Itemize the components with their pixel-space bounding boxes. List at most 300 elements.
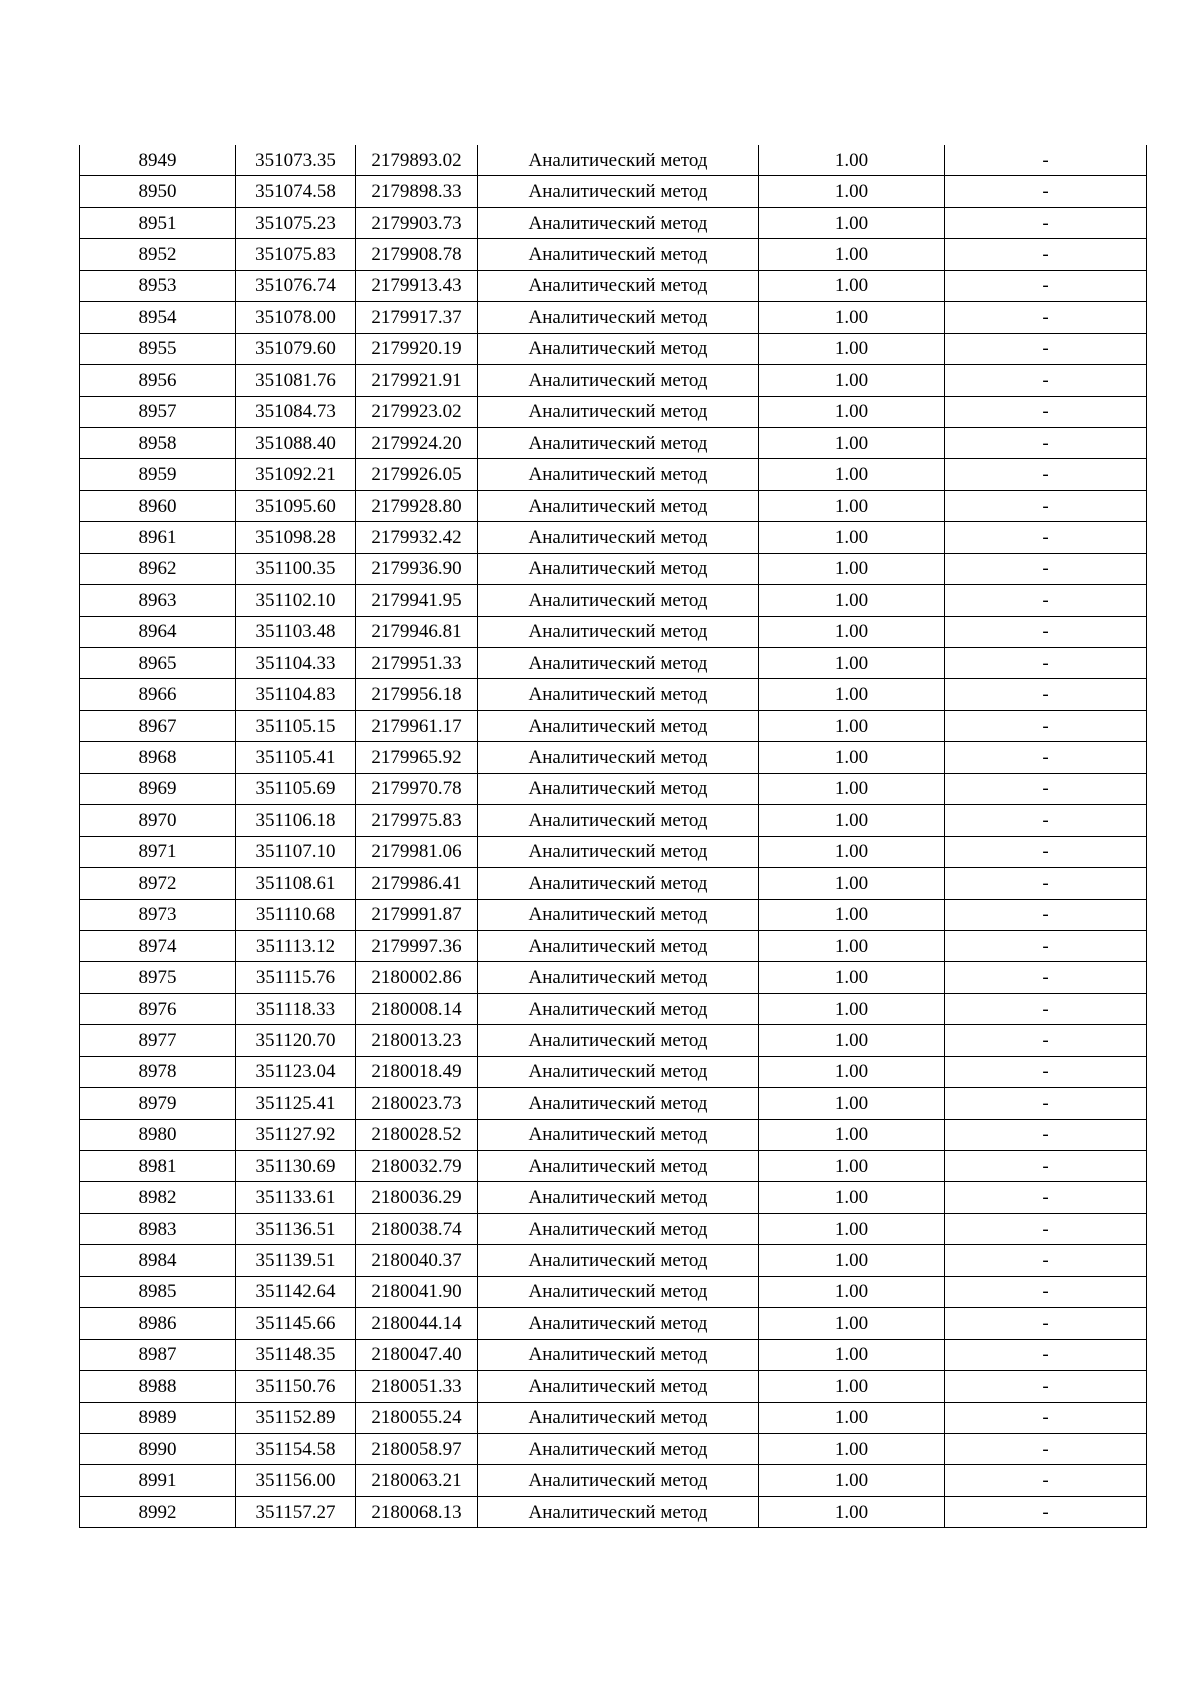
table-row: [80, 553, 1147, 584]
y-coordinate-cell: 2179946.81: [356, 616, 478, 647]
table-row: [80, 1151, 1147, 1182]
description-cell: -: [945, 1276, 1147, 1307]
description-cell: -: [945, 1308, 1147, 1339]
method-cell: Аналитический метод: [478, 522, 759, 553]
point-number-cell: 8965: [80, 648, 236, 679]
x-coordinate-cell: 351084.73: [236, 396, 356, 427]
table-row: [80, 648, 1147, 679]
coordinates-table-body: [80, 145, 1147, 1528]
x-coordinate-cell: 351145.66: [236, 1308, 356, 1339]
method-cell: Аналитический метод: [478, 176, 759, 207]
x-coordinate-cell: 351130.69: [236, 1151, 356, 1182]
y-coordinate-cell: 2179926.05: [356, 459, 478, 490]
y-coordinate-cell: 2179941.95: [356, 585, 478, 616]
y-coordinate-cell: 2179898.33: [356, 176, 478, 207]
method-cell: Аналитический метод: [478, 1276, 759, 1307]
y-coordinate-cell: 2180051.33: [356, 1371, 478, 1402]
point-number-cell: 8987: [80, 1339, 236, 1370]
y-coordinate-cell: 2180028.52: [356, 1119, 478, 1150]
table-row: [80, 993, 1147, 1024]
description-cell: -: [945, 522, 1147, 553]
description-cell: -: [945, 333, 1147, 364]
description-cell: -: [945, 1496, 1147, 1527]
accuracy-cell: 1.00: [759, 302, 945, 333]
point-number-cell: 8986: [80, 1308, 236, 1339]
y-coordinate-cell: 2180023.73: [356, 1088, 478, 1119]
table-row: [80, 1308, 1147, 1339]
point-number-cell: 8958: [80, 427, 236, 458]
accuracy-cell: 1.00: [759, 1245, 945, 1276]
x-coordinate-cell: 351136.51: [236, 1213, 356, 1244]
method-cell: Аналитический метод: [478, 302, 759, 333]
method-cell: Аналитический метод: [478, 459, 759, 490]
table-row: [80, 1245, 1147, 1276]
y-coordinate-cell: 2180058.97: [356, 1433, 478, 1464]
x-coordinate-cell: 351157.27: [236, 1496, 356, 1527]
x-coordinate-cell: 351152.89: [236, 1402, 356, 1433]
table-row: [80, 396, 1147, 427]
table-row: [80, 365, 1147, 396]
description-cell: -: [945, 365, 1147, 396]
x-coordinate-cell: 351142.64: [236, 1276, 356, 1307]
accuracy-cell: 1.00: [759, 396, 945, 427]
method-cell: Аналитический метод: [478, 239, 759, 270]
y-coordinate-cell: 2180013.23: [356, 1025, 478, 1056]
y-coordinate-cell: 2180032.79: [356, 1151, 478, 1182]
description-cell: -: [945, 239, 1147, 270]
description-cell: -: [945, 1245, 1147, 1276]
table-row: [80, 1119, 1147, 1150]
method-cell: Аналитический метод: [478, 742, 759, 773]
method-cell: Аналитический метод: [478, 207, 759, 238]
x-coordinate-cell: 351113.12: [236, 930, 356, 961]
description-cell: -: [945, 490, 1147, 521]
method-cell: Аналитический метод: [478, 1371, 759, 1402]
point-number-cell: 8975: [80, 962, 236, 993]
point-number-cell: 8974: [80, 930, 236, 961]
table-row: [80, 930, 1147, 961]
table-row: [80, 836, 1147, 867]
description-cell: -: [945, 1025, 1147, 1056]
accuracy-cell: 1.00: [759, 1433, 945, 1464]
description-cell: -: [945, 553, 1147, 584]
method-cell: Аналитический метод: [478, 899, 759, 930]
x-coordinate-cell: 351106.18: [236, 805, 356, 836]
table-row: [80, 679, 1147, 710]
accuracy-cell: 1.00: [759, 773, 945, 804]
method-cell: Аналитический метод: [478, 365, 759, 396]
point-number-cell: 8950: [80, 176, 236, 207]
x-coordinate-cell: 351098.28: [236, 522, 356, 553]
y-coordinate-cell: 2179917.37: [356, 302, 478, 333]
y-coordinate-cell: 2180047.40: [356, 1339, 478, 1370]
accuracy-cell: 1.00: [759, 868, 945, 899]
method-cell: Аналитический метод: [478, 1182, 759, 1213]
table-row: [80, 585, 1147, 616]
table-row: [80, 270, 1147, 301]
y-coordinate-cell: 2179928.80: [356, 490, 478, 521]
accuracy-cell: 1.00: [759, 365, 945, 396]
y-coordinate-cell: 2179921.91: [356, 365, 478, 396]
point-number-cell: 8971: [80, 836, 236, 867]
method-cell: Аналитический метод: [478, 773, 759, 804]
accuracy-cell: 1.00: [759, 679, 945, 710]
y-coordinate-cell: 2180002.86: [356, 962, 478, 993]
point-number-cell: 8952: [80, 239, 236, 270]
accuracy-cell: 1.00: [759, 207, 945, 238]
y-coordinate-cell: 2180041.90: [356, 1276, 478, 1307]
x-coordinate-cell: 351088.40: [236, 427, 356, 458]
description-cell: -: [945, 1213, 1147, 1244]
table-row: [80, 899, 1147, 930]
x-coordinate-cell: 351105.41: [236, 742, 356, 773]
method-cell: Аналитический метод: [478, 1433, 759, 1464]
accuracy-cell: 1.00: [759, 1119, 945, 1150]
table-row: [80, 1213, 1147, 1244]
description-cell: -: [945, 993, 1147, 1024]
point-number-cell: 8949: [80, 145, 236, 176]
x-coordinate-cell: 351078.00: [236, 302, 356, 333]
description-cell: -: [945, 868, 1147, 899]
x-coordinate-cell: 351118.33: [236, 993, 356, 1024]
table-row: [80, 1025, 1147, 1056]
accuracy-cell: 1.00: [759, 616, 945, 647]
method-cell: Аналитический метод: [478, 993, 759, 1024]
y-coordinate-cell: 2179924.20: [356, 427, 478, 458]
x-coordinate-cell: 351075.83: [236, 239, 356, 270]
table-row: [80, 459, 1147, 490]
accuracy-cell: 1.00: [759, 459, 945, 490]
method-cell: Аналитический метод: [478, 805, 759, 836]
y-coordinate-cell: 2179903.73: [356, 207, 478, 238]
method-cell: Аналитический метод: [478, 396, 759, 427]
accuracy-cell: 1.00: [759, 522, 945, 553]
y-coordinate-cell: 2179951.33: [356, 648, 478, 679]
table-row: [80, 1465, 1147, 1496]
y-coordinate-cell: 2179961.17: [356, 710, 478, 741]
y-coordinate-cell: 2179975.83: [356, 805, 478, 836]
table-row: [80, 333, 1147, 364]
table-row: [80, 1056, 1147, 1087]
y-coordinate-cell: 2180063.21: [356, 1465, 478, 1496]
accuracy-cell: 1.00: [759, 585, 945, 616]
x-coordinate-cell: 351104.33: [236, 648, 356, 679]
method-cell: Аналитический метод: [478, 427, 759, 458]
accuracy-cell: 1.00: [759, 742, 945, 773]
method-cell: Аналитический метод: [478, 1151, 759, 1182]
description-cell: -: [945, 176, 1147, 207]
description-cell: -: [945, 1465, 1147, 1496]
accuracy-cell: 1.00: [759, 1276, 945, 1307]
description-cell: -: [945, 710, 1147, 741]
method-cell: Аналитический метод: [478, 490, 759, 521]
x-coordinate-cell: 351115.76: [236, 962, 356, 993]
accuracy-cell: 1.00: [759, 553, 945, 584]
description-cell: -: [945, 427, 1147, 458]
description-cell: -: [945, 302, 1147, 333]
x-coordinate-cell: 351076.74: [236, 270, 356, 301]
description-cell: -: [945, 396, 1147, 427]
x-coordinate-cell: 351073.35: [236, 145, 356, 176]
point-number-cell: 8961: [80, 522, 236, 553]
point-number-cell: 8964: [80, 616, 236, 647]
method-cell: Аналитический метод: [478, 553, 759, 584]
point-number-cell: 8989: [80, 1402, 236, 1433]
accuracy-cell: 1.00: [759, 993, 945, 1024]
accuracy-cell: 1.00: [759, 710, 945, 741]
point-number-cell: 8969: [80, 773, 236, 804]
point-number-cell: 8970: [80, 805, 236, 836]
accuracy-cell: 1.00: [759, 1308, 945, 1339]
y-coordinate-cell: 2180038.74: [356, 1213, 478, 1244]
point-number-cell: 8976: [80, 993, 236, 1024]
accuracy-cell: 1.00: [759, 1465, 945, 1496]
point-number-cell: 8959: [80, 459, 236, 490]
method-cell: Аналитический метод: [478, 868, 759, 899]
point-number-cell: 8988: [80, 1371, 236, 1402]
coordinates-table: [79, 145, 1147, 1528]
y-coordinate-cell: 2179936.90: [356, 553, 478, 584]
x-coordinate-cell: 351150.76: [236, 1371, 356, 1402]
x-coordinate-cell: 351108.61: [236, 868, 356, 899]
x-coordinate-cell: 351125.41: [236, 1088, 356, 1119]
point-number-cell: 8951: [80, 207, 236, 238]
point-number-cell: 8984: [80, 1245, 236, 1276]
description-cell: -: [945, 1151, 1147, 1182]
y-coordinate-cell: 2180068.13: [356, 1496, 478, 1527]
point-number-cell: 8966: [80, 679, 236, 710]
method-cell: Аналитический метод: [478, 1308, 759, 1339]
point-number-cell: 8968: [80, 742, 236, 773]
table-row: [80, 773, 1147, 804]
table-row: [80, 239, 1147, 270]
x-coordinate-cell: 351092.21: [236, 459, 356, 490]
y-coordinate-cell: 2180018.49: [356, 1056, 478, 1087]
description-cell: -: [945, 1339, 1147, 1370]
description-cell: -: [945, 899, 1147, 930]
accuracy-cell: 1.00: [759, 1151, 945, 1182]
x-coordinate-cell: 351081.76: [236, 365, 356, 396]
accuracy-cell: 1.00: [759, 176, 945, 207]
method-cell: Аналитический метод: [478, 930, 759, 961]
table-row: [80, 522, 1147, 553]
method-cell: Аналитический метод: [478, 1088, 759, 1119]
description-cell: -: [945, 1371, 1147, 1402]
table-row: [80, 302, 1147, 333]
y-coordinate-cell: 2179986.41: [356, 868, 478, 899]
method-cell: Аналитический метод: [478, 836, 759, 867]
x-coordinate-cell: 351103.48: [236, 616, 356, 647]
description-cell: -: [945, 585, 1147, 616]
point-number-cell: 8954: [80, 302, 236, 333]
x-coordinate-cell: 351133.61: [236, 1182, 356, 1213]
method-cell: Аналитический метод: [478, 1025, 759, 1056]
method-cell: Аналитический метод: [478, 616, 759, 647]
method-cell: Аналитический метод: [478, 1056, 759, 1087]
accuracy-cell: 1.00: [759, 648, 945, 679]
y-coordinate-cell: 2179913.43: [356, 270, 478, 301]
point-number-cell: 8990: [80, 1433, 236, 1464]
description-cell: -: [945, 1119, 1147, 1150]
description-cell: -: [945, 930, 1147, 961]
method-cell: Аналитический метод: [478, 679, 759, 710]
table-row: [80, 1496, 1147, 1527]
table-row: [80, 962, 1147, 993]
description-cell: -: [945, 773, 1147, 804]
point-number-cell: 8985: [80, 1276, 236, 1307]
description-cell: -: [945, 962, 1147, 993]
table-row: [80, 1339, 1147, 1370]
method-cell: Аналитический метод: [478, 962, 759, 993]
y-coordinate-cell: 2179920.19: [356, 333, 478, 364]
table-row: [80, 1276, 1147, 1307]
point-number-cell: 8960: [80, 490, 236, 521]
table-row: [80, 710, 1147, 741]
table-row: [80, 616, 1147, 647]
y-coordinate-cell: 2179991.87: [356, 899, 478, 930]
point-number-cell: 8992: [80, 1496, 236, 1527]
y-coordinate-cell: 2179908.78: [356, 239, 478, 270]
table-row: [80, 490, 1147, 521]
x-coordinate-cell: 351105.69: [236, 773, 356, 804]
accuracy-cell: 1.00: [759, 1213, 945, 1244]
description-cell: -: [945, 805, 1147, 836]
point-number-cell: 8983: [80, 1213, 236, 1244]
description-cell: -: [945, 1088, 1147, 1119]
accuracy-cell: 1.00: [759, 930, 945, 961]
point-number-cell: 8957: [80, 396, 236, 427]
accuracy-cell: 1.00: [759, 427, 945, 458]
x-coordinate-cell: 351095.60: [236, 490, 356, 521]
y-coordinate-cell: 2179932.42: [356, 522, 478, 553]
accuracy-cell: 1.00: [759, 962, 945, 993]
x-coordinate-cell: 351074.58: [236, 176, 356, 207]
x-coordinate-cell: 351104.83: [236, 679, 356, 710]
table-row: [80, 1402, 1147, 1433]
y-coordinate-cell: 2180055.24: [356, 1402, 478, 1433]
accuracy-cell: 1.00: [759, 1339, 945, 1370]
x-coordinate-cell: 351127.92: [236, 1119, 356, 1150]
y-coordinate-cell: 2179970.78: [356, 773, 478, 804]
method-cell: Аналитический метод: [478, 145, 759, 176]
table-row: [80, 207, 1147, 238]
point-number-cell: 8991: [80, 1465, 236, 1496]
x-coordinate-cell: 351156.00: [236, 1465, 356, 1496]
accuracy-cell: 1.00: [759, 836, 945, 867]
point-number-cell: 8963: [80, 585, 236, 616]
y-coordinate-cell: 2179981.06: [356, 836, 478, 867]
point-number-cell: 8962: [80, 553, 236, 584]
table-row: [80, 176, 1147, 207]
description-cell: -: [945, 1056, 1147, 1087]
y-coordinate-cell: 2180008.14: [356, 993, 478, 1024]
x-coordinate-cell: 351075.23: [236, 207, 356, 238]
method-cell: Аналитический метод: [478, 333, 759, 364]
point-number-cell: 8977: [80, 1025, 236, 1056]
table-row: [80, 1182, 1147, 1213]
description-cell: -: [945, 207, 1147, 238]
y-coordinate-cell: 2179997.36: [356, 930, 478, 961]
x-coordinate-cell: 351100.35: [236, 553, 356, 584]
description-cell: -: [945, 616, 1147, 647]
table-row: [80, 805, 1147, 836]
description-cell: -: [945, 1182, 1147, 1213]
x-coordinate-cell: 351148.35: [236, 1339, 356, 1370]
x-coordinate-cell: 351107.10: [236, 836, 356, 867]
method-cell: Аналитический метод: [478, 585, 759, 616]
y-coordinate-cell: 2180044.14: [356, 1308, 478, 1339]
accuracy-cell: 1.00: [759, 270, 945, 301]
table-row: [80, 145, 1147, 176]
y-coordinate-cell: 2180040.37: [356, 1245, 478, 1276]
method-cell: Аналитический метод: [478, 1465, 759, 1496]
description-cell: -: [945, 459, 1147, 490]
accuracy-cell: 1.00: [759, 145, 945, 176]
method-cell: Аналитический метод: [478, 648, 759, 679]
accuracy-cell: 1.00: [759, 333, 945, 364]
point-number-cell: 8973: [80, 899, 236, 930]
table-row: [80, 427, 1147, 458]
description-cell: -: [945, 648, 1147, 679]
point-number-cell: 8956: [80, 365, 236, 396]
table-row: [80, 868, 1147, 899]
table-row: [80, 1088, 1147, 1119]
method-cell: Аналитический метод: [478, 1245, 759, 1276]
point-number-cell: 8972: [80, 868, 236, 899]
method-cell: Аналитический метод: [478, 270, 759, 301]
x-coordinate-cell: 351123.04: [236, 1056, 356, 1087]
accuracy-cell: 1.00: [759, 1182, 945, 1213]
accuracy-cell: 1.00: [759, 1371, 945, 1402]
table-row: [80, 1433, 1147, 1464]
accuracy-cell: 1.00: [759, 1496, 945, 1527]
y-coordinate-cell: 2179956.18: [356, 679, 478, 710]
accuracy-cell: 1.00: [759, 899, 945, 930]
description-cell: -: [945, 270, 1147, 301]
point-number-cell: 8978: [80, 1056, 236, 1087]
method-cell: Аналитический метод: [478, 1496, 759, 1527]
table-row: [80, 742, 1147, 773]
y-coordinate-cell: 2179965.92: [356, 742, 478, 773]
method-cell: Аналитический метод: [478, 710, 759, 741]
accuracy-cell: 1.00: [759, 1025, 945, 1056]
y-coordinate-cell: 2179923.02: [356, 396, 478, 427]
x-coordinate-cell: 351079.60: [236, 333, 356, 364]
point-number-cell: 8980: [80, 1119, 236, 1150]
method-cell: Аналитический метод: [478, 1213, 759, 1244]
x-coordinate-cell: 351120.70: [236, 1025, 356, 1056]
method-cell: Аналитический метод: [478, 1402, 759, 1433]
table-row: [80, 1371, 1147, 1402]
method-cell: Аналитический метод: [478, 1339, 759, 1370]
y-coordinate-cell: 2179893.02: [356, 145, 478, 176]
description-cell: -: [945, 145, 1147, 176]
accuracy-cell: 1.00: [759, 805, 945, 836]
accuracy-cell: 1.00: [759, 239, 945, 270]
point-number-cell: 8955: [80, 333, 236, 364]
description-cell: -: [945, 836, 1147, 867]
accuracy-cell: 1.00: [759, 1056, 945, 1087]
method-cell: Аналитический метод: [478, 1119, 759, 1150]
point-number-cell: 8981: [80, 1151, 236, 1182]
x-coordinate-cell: 351105.15: [236, 710, 356, 741]
x-coordinate-cell: 351139.51: [236, 1245, 356, 1276]
point-number-cell: 8953: [80, 270, 236, 301]
point-number-cell: 8967: [80, 710, 236, 741]
accuracy-cell: 1.00: [759, 1402, 945, 1433]
point-number-cell: 8979: [80, 1088, 236, 1119]
description-cell: -: [945, 1433, 1147, 1464]
